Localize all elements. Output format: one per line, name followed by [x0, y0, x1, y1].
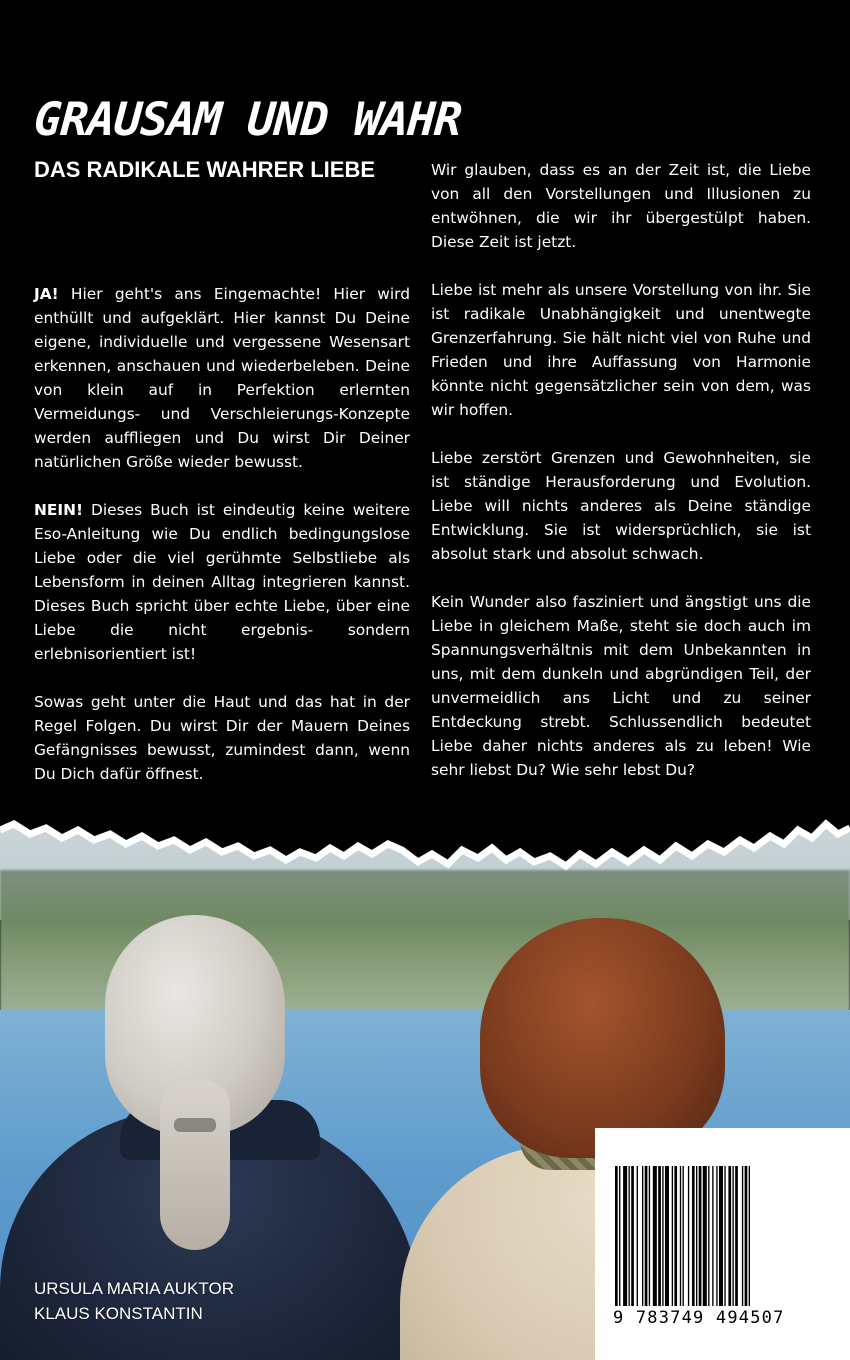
paragraph-text: Hier geht's ans Eingemachte! Hier wird enthüllt und aufgeklärt. Hier kannst Du Deine eigene, individuelle und vergessene Wesensart erkennen, anschauen und wiederbeleben. Deine von klein auf in Perfektion erlernten Vermeidungs- und Verschleierungs-Konzepte werden auffliegen und Du wirst Dir Deiner natürlichen Größe wieder bewusst.	[34, 285, 410, 471]
barcode-bar	[735, 1166, 738, 1306]
barcode-bar	[674, 1166, 677, 1306]
barcode-bar	[672, 1166, 673, 1306]
man-ponytail	[160, 1080, 230, 1250]
barcode-bar	[703, 1166, 707, 1306]
barcode-bar	[724, 1166, 725, 1306]
barcode-bar	[712, 1166, 713, 1306]
barcode-bar	[742, 1166, 743, 1306]
blurb-paragraph	[34, 282, 410, 474]
barcode-bar	[629, 1166, 630, 1306]
blurb-paragraph: Kein Wunder also fasziniert und ängstigt uns die Liebe in gleichem Maße, steht sie doch auch im Spannungsverhältnis mit dem Unbekannten in uns, mit dem dunkeln und abgründigen Teil, der unvermeidlich ans Licht und zu seiner Entdeckung strebt. Schlussendlich bedeutet Liebe daher nichts anderes als zu leben! Wie sehr liebst Du? Wie sehr lebst Du?	[431, 593, 811, 779]
barcode-bar	[688, 1166, 689, 1306]
barcode-bar	[619, 1166, 620, 1306]
barcode-icon	[615, 1166, 803, 1306]
barcode-bar	[658, 1166, 661, 1306]
author-credits	[34, 1276, 234, 1326]
paragraph-text: Dieses Buch ist eindeutig keine weitere Eso-Anleitung wie Du endlich bedingungslose Liebe oder die viel gerühmte Selbstliebe als Lebensform in deinen Alltag integrieren kannst. Dieses Buch spricht über echte Liebe, über eine Liebe die nicht ergebnis- sondern erlebnisorientiert ist!	[34, 501, 410, 663]
blurb-left-column	[34, 282, 410, 810]
torn-edge	[0, 800, 850, 890]
barcode-bar	[692, 1166, 695, 1306]
barcode-bar	[642, 1166, 643, 1306]
woman-red-hair	[480, 918, 725, 1158]
barcode-bar	[728, 1166, 731, 1306]
blurb-paragraph: Sowas geht unter die Haut und das hat in der Regel Folgen. Du wirst Dir der Mauern Deines Gefängnisses bewusst, zumindest dann, wenn Du Dich dafür öffnest.	[34, 693, 410, 783]
blurb-paragraph: Liebe zerstört Grenzen und Gewohnheiten, sie ist ständige Herausforderung und Evolution. Liebe will nichts anderes als Deine ständige Entwicklung. Sie ist widersprüchlich, sie ist absolut stark und absolut schwach.	[431, 449, 811, 563]
author-name: URSULA MARIA AUKTOR	[34, 1279, 234, 1298]
barcode-bar	[696, 1166, 697, 1306]
barcode-bar	[631, 1166, 634, 1306]
barcode-bar	[749, 1166, 750, 1306]
barcode-box	[595, 1128, 850, 1360]
paragraph-lead: NEIN!	[34, 501, 84, 519]
barcode-bar	[680, 1166, 681, 1306]
blurb-paragraph: Liebe ist mehr als unsere Vorstellung von ihr. Sie ist radikale Unabhängigkeit und unentwegte Grenzerfahrung. Sie hält nicht viel von Ruhe und Frieden und ihre Auffassung von Harmonie könnte nicht gegensätzlicher sein von dem, was wir hoffen.	[431, 281, 811, 419]
book-title: GRAUSAM UND WAHR	[32, 92, 463, 146]
hair-tie	[174, 1118, 216, 1132]
barcode-bar	[615, 1166, 618, 1306]
barcode-bar	[645, 1166, 648, 1306]
barcode-bar	[732, 1166, 733, 1306]
barcode-bar	[662, 1166, 663, 1306]
barcode-bar	[683, 1166, 684, 1306]
blurb-paragraph: Wir glauben, dass es an der Zeit ist, die Liebe von all den Vorstellungen und Illusionen zu entwöhnen, die wir ihr übergestülpt haben. Diese Zeit ist jetzt.	[431, 161, 811, 251]
blurb-right-column	[431, 158, 811, 806]
barcode-bar	[708, 1166, 709, 1306]
barcode-bar	[637, 1166, 638, 1306]
isbn-number: 9 783749 494507	[613, 1308, 785, 1328]
barcode-bar	[649, 1166, 650, 1306]
paragraph-lead: JA!	[34, 285, 59, 303]
blurb-paragraph	[34, 498, 410, 666]
barcode-bar	[745, 1166, 748, 1306]
barcode-bar	[719, 1166, 723, 1306]
barcode-bar	[699, 1166, 702, 1306]
barcode-bar	[623, 1166, 627, 1306]
barcode-bar	[716, 1166, 717, 1306]
book-subtitle: DAS RADIKALE WAHRER LIEBE	[34, 157, 376, 182]
barcode-bar	[653, 1166, 657, 1306]
barcode-bar	[665, 1166, 669, 1306]
author-name: KLAUS KONSTANTIN	[34, 1304, 203, 1323]
